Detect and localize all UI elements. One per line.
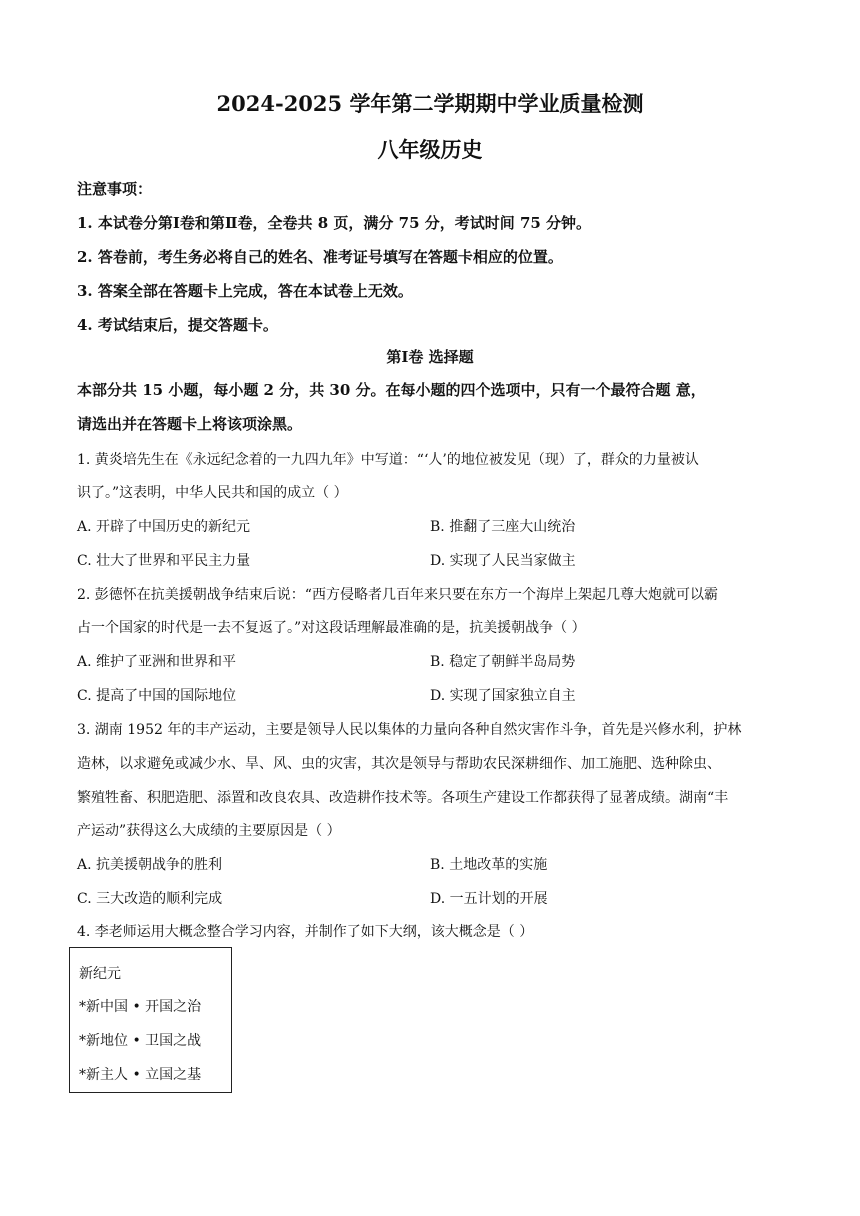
option-b: B. 土地改革的实施 (430, 857, 548, 873)
option-c: C. 三大改造的顺利完成 (77, 891, 223, 907)
option-a: A. 抗美援朝战争的胜利 (77, 857, 223, 873)
question-stem: 造林，以求避免或减少水、旱、风、虫的灾害，其次是领导与帮助农民深耕细作、加工施肥、选种除虫、 (77, 756, 721, 772)
notice-item: 4. 考试结束后，提交答题卡。 (77, 316, 278, 334)
option-c: C. 提高了中国的国际地位 (77, 688, 237, 704)
question-stem: 2. 彭德怀在抗美援朝战争结束后说：“西方侵略者几百年来只要在东方一个海岸上架起几尊大炮就可以霸 (77, 587, 718, 603)
section-instructions: 请选出并在答题卡上将该项涂黑。 (77, 415, 303, 433)
outline-item: *新中国 • 开国之治 (79, 999, 202, 1015)
option-a: A. 维护了亚洲和世界和平 (77, 654, 237, 670)
outline-item: *新地位 • 卫国之战 (79, 1033, 202, 1049)
question-stem: 占一个国家的时代是一去不复返了。”对这段话理解最准确的是，抗美援朝战争（ ） (77, 620, 586, 636)
question-stem: 产运动”获得这么大成绩的主要原因是（ ） (77, 823, 341, 839)
notice-item: 1. 本试卷分第Ⅰ卷和第Ⅱ卷，全卷共 8 页，满分 75 分，考试时间 75 分钟。 (77, 214, 592, 232)
question-stem: 识了。”这表明，中华人民共和国的成立（ ） (77, 485, 348, 501)
option-b: B. 稳定了朝鲜半岛局势 (430, 654, 576, 670)
option-d: D. 一五计划的开展 (430, 891, 548, 907)
outline-box (69, 947, 232, 1093)
option-d: D. 实现了国家独立自主 (430, 688, 576, 704)
question-stem: 繁殖牲畜、积肥造肥、添置和改良农具、改造耕作技术等。各项生产建设工作都获得了显著成绩。湖南“丰 (77, 790, 729, 806)
section-instructions: 本部分共 15 小题，每小题 2 分，共 30 分。在每小题的四个选项中，只有一个最符合题 意， (77, 381, 706, 399)
notice-item: 2. 答卷前，考生务必将自己的姓名、准考证号填写在答题卡相应的位置。 (77, 248, 563, 266)
option-c: C. 壮大了世界和平民主力量 (77, 553, 251, 569)
option-a: A. 开辟了中国历史的新纪元 (77, 519, 251, 535)
outline-item: 新纪元 (79, 966, 121, 982)
question-stem: 3. 湖南 1952 年的丰产运动，主要是领导人民以集体的力量向各种自然灾害作斗争，首先是兴修水利，护林 (77, 722, 742, 738)
exam-title: 2024-2025 学年第二学期期中学业质量检测 (216, 91, 644, 116)
question-stem: 1. 黄炎培先生在《永远纪念着的一九四九年》中写道：“‘人’的地位被发见（现）了，群众的力量被认 (77, 452, 699, 468)
outline-item: *新主人 • 立国之基 (79, 1067, 202, 1083)
section-heading: 第Ⅰ卷 选择题 (386, 348, 474, 366)
option-b: B. 推翻了三座大山统治 (430, 519, 576, 535)
question-stem: 4. 李老师运用大概念整合学习内容，并制作了如下大纲，该大概念是（ ） (77, 924, 534, 940)
notice-heading: 注意事项： (77, 180, 153, 198)
exam-subtitle: 八年级历史 (377, 137, 483, 162)
option-d: D. 实现了人民当家做主 (430, 553, 576, 569)
notice-item: 3. 答案全部在答题卡上完成，答在本试卷上无效。 (77, 282, 413, 300)
